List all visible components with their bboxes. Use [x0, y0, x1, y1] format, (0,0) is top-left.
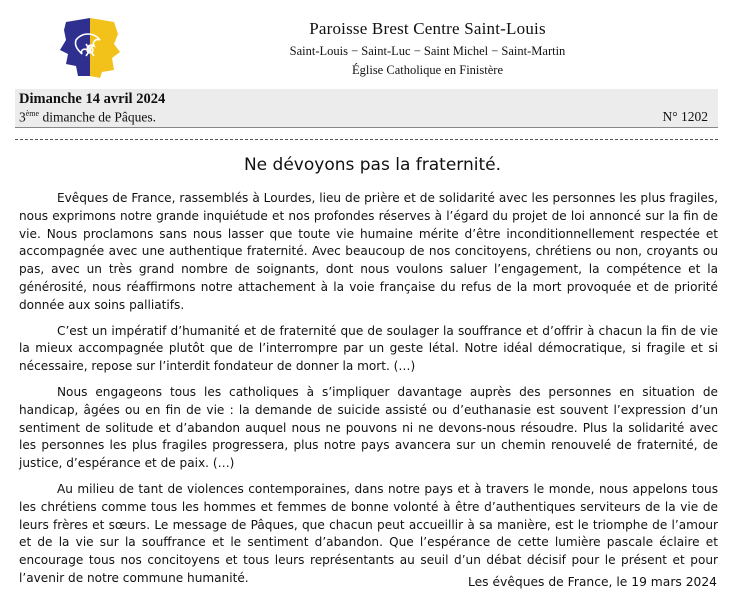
dashed-divider	[15, 139, 718, 140]
sunday-ordinal-suffix: ème	[25, 109, 40, 118]
article-title: Ne dévoyons pas la fraternité.	[243, 155, 502, 175]
sunday-label: dimanche de Pâques.	[39, 109, 157, 125]
parish-list: Saint-Louis − Saint-Luc − Saint Michel − Saint-Martin	[289, 44, 566, 58]
article-paragraph: C’est un impératif d’humanité et de fraternité que de soulager la souffrance et d’offrir à chacun la fin de vie la mieux accompagnée plutôt que de l’interrompre par un geste létal. Notre idéal démocratique, si fragile et si nécessaire, repose sur l’interdit fondateur de donner la mort. (…)	[19, 323, 718, 374]
church-name: Église Catholique en Finistère	[351, 63, 503, 77]
parish-name: Paroisse Brest Centre Saint-Louis	[309, 19, 546, 38]
parish-logo-icon	[56, 14, 124, 82]
article-paragraph: Au milieu de tant de violences contemporaines, dans notre pays et à travers le monde, nous appelons tous les chrétiens comme tous les hommes et femmes de bonne volonté à être d’authentiques serviteurs de la vie de leurs frères et sœurs. Le message de Pâques, que chacun peut accueillir à sa manière, est le triomphe de l’amour et de la vie sur la souffrance et le sentiment d’abandon. Que l’espérance de cette lumière pascale éclaire et encourage tous nos concitoyens et tous leurs représentants au seuil d’un débat décisif pour le présent et pour l’avenir de notre commune humanité.	[19, 481, 718, 585]
article-signature: Les évêques de France, le 19 mars 2024	[467, 575, 717, 589]
article-body	[19, 190, 718, 596]
sunday-ordinal: 3	[19, 109, 26, 125]
issue-number: N° 1202	[662, 109, 708, 124]
parish-header	[200, 18, 655, 79]
date-band	[15, 89, 718, 128]
article-paragraph: Nous engageons tous les catholiques à s’impliquer davantage auprès des personnes en situation de handicap, âgées ou en fin de vie : la demande de suicide assisté ou d’euthanasie est souvent l’expression d’un sentiment de solitude et d’abandon auquel nous ne pouvons ni ne devons-nous résoudre. Plus la solidarité avec les personnes les plus fragiles progressera, plus notre pays avancera sur un chemin renouvelé de fraternité, de justice, d’espérance et de paix. (…)	[19, 384, 718, 471]
bulletin-date: Dimanche 14 avril 2024	[19, 91, 166, 107]
article-paragraph: Evêques de France, rassemblés à Lourdes, lieu de prière et de solidarité avec les personnes les plus fragiles, nous exprimons notre grande inquiétude et nos profondes réserves à l’égard du projet de loi annoncé sur la fin de vie. Nous proclamons sans nous lasser que toute vie humaine mérite d’être inconditionnellement respectée et accompagnée avec une authentique fraternité. Avec beaucoup de nos concitoyens, chrétiens ou non, croyants ou pas, avec un très grand nombre de soignants, dont nous voulons saluer l’engagement, la compétence et la générosité, nous réaffirmons notre attachement à la voie française du refus de la mort provoquée et de priorité donnée aux soins palliatifs.	[19, 191, 718, 312]
liturgical-sunday	[19, 109, 156, 126]
